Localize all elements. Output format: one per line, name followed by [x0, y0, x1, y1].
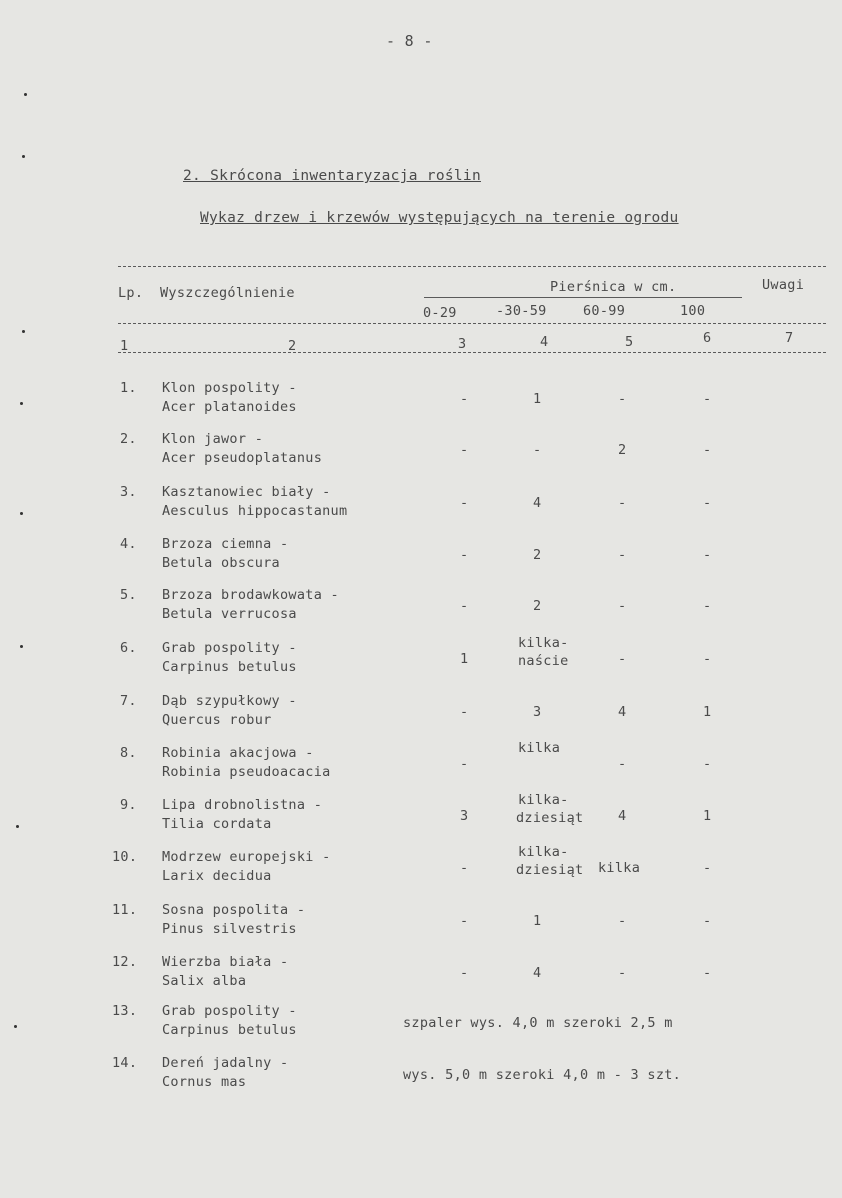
cell-100: -	[703, 442, 712, 458]
table-top-rule	[118, 266, 826, 267]
cell-30-59-line1: kilka-	[518, 792, 569, 808]
cell-60-99: -	[618, 547, 627, 563]
cell-30-59: 2	[533, 547, 542, 563]
row-number: 3.	[120, 484, 137, 500]
margin-mark	[20, 645, 23, 648]
cell-30-59-line2: naście	[518, 653, 569, 669]
margin-mark	[16, 825, 19, 828]
header-mid-rule	[118, 323, 826, 324]
cell-30-59: 4	[533, 965, 542, 981]
cell-0-29: -	[460, 495, 469, 511]
header-item: Wyszczególnienie	[160, 285, 295, 301]
plant-latin-name: Quercus robur	[162, 712, 272, 728]
cell-0-29: -	[460, 391, 469, 407]
cell-30-59-line2: dziesiąt	[516, 810, 584, 826]
cell-0-29: -	[460, 598, 469, 614]
cell-100: -	[703, 547, 712, 563]
row-number: 2.	[120, 431, 137, 447]
plant-common-name: Kasztanowiec biały -	[162, 484, 331, 500]
cell-30-59: 2	[533, 598, 542, 614]
cell-60-99: -	[618, 965, 627, 981]
row-number: 10.	[112, 849, 138, 865]
cell-100: -	[703, 391, 712, 407]
range-header-30-59: -30-59	[496, 303, 547, 319]
section-subheading: Wykaz drzew i krzewów występujących na terenie ogrodu	[200, 210, 679, 226]
cell-100: -	[703, 651, 712, 667]
cell-30-59: 3	[533, 704, 542, 720]
row-number: 14.	[112, 1055, 138, 1071]
page-number: - 8 -	[386, 32, 433, 50]
col-number-5: 5	[625, 334, 634, 350]
row-number: 9.	[120, 797, 137, 813]
row-number: 5.	[120, 587, 137, 603]
header-group: Pierśnica w cm.	[550, 279, 677, 295]
margin-mark	[14, 1025, 17, 1028]
plant-common-name: Sosna pospolita -	[162, 902, 306, 918]
cell-30-59-line1: kilka	[518, 740, 561, 756]
cell-60-99: 2	[618, 442, 627, 458]
plant-latin-name: Cornus mas	[162, 1074, 247, 1090]
cell-30-59: 4	[533, 495, 542, 511]
cell-60-99: kilka	[598, 860, 641, 876]
plant-latin-name: Robinia pseudoacacia	[162, 764, 331, 780]
cell-60-99: -	[618, 913, 627, 929]
cell-60-99: -	[618, 391, 627, 407]
margin-mark	[20, 512, 23, 515]
plant-latin-name: Acer pseudoplatanus	[162, 450, 323, 466]
row-number: 12.	[112, 954, 138, 970]
plant-latin-name: Carpinus betulus	[162, 1022, 297, 1038]
plant-latin-name: Betula verrucosa	[162, 606, 297, 622]
margin-mark	[22, 155, 25, 158]
plant-common-name: Grab pospolity -	[162, 1003, 297, 1019]
range-header-100: 100	[680, 303, 706, 319]
cell-0-29: -	[460, 913, 469, 929]
plant-latin-name: Larix decidua	[162, 868, 272, 884]
plant-latin-name: Betula obscura	[162, 555, 280, 571]
header-lp: Lp.	[118, 285, 144, 301]
cell-30-59: 1	[533, 913, 542, 929]
cell-100: -	[703, 598, 712, 614]
plant-common-name: Dereń jadalny -	[162, 1055, 289, 1071]
cell-100: 1	[703, 704, 712, 720]
row-number: 4.	[120, 536, 137, 552]
row-note: szpaler wys. 4,0 m szeroki 2,5 m	[403, 1015, 673, 1031]
cell-60-99: 4	[618, 704, 627, 720]
col-number-3: 3	[458, 336, 467, 352]
cell-30-59: -	[533, 442, 542, 458]
plant-common-name: Klon jawor -	[162, 431, 264, 447]
cell-0-29: -	[460, 547, 469, 563]
cell-0-29: -	[460, 704, 469, 720]
plant-latin-name: Tilia cordata	[162, 816, 272, 832]
plant-common-name: Brzoza ciemna -	[162, 536, 289, 552]
row-note: wys. 5,0 m szeroki 4,0 m - 3 szt.	[403, 1067, 682, 1083]
plant-common-name: Klon pospolity -	[162, 380, 297, 396]
margin-mark	[20, 402, 23, 405]
cell-60-99: -	[618, 495, 627, 511]
plant-common-name: Wierzba biała -	[162, 954, 289, 970]
cell-100: -	[703, 756, 712, 772]
col-number-4: 4	[540, 334, 549, 350]
row-number: 11.	[112, 902, 138, 918]
range-header-0-29: 0-29	[423, 305, 457, 321]
plant-common-name: Lipa drobnolistna -	[162, 797, 323, 813]
cell-30-59: 1	[533, 391, 542, 407]
row-number: 13.	[112, 1003, 138, 1019]
section-heading: 2. Skrócona inwentaryzacja roślin	[183, 168, 481, 184]
row-number: 8.	[120, 745, 137, 761]
cell-0-29: -	[460, 860, 469, 876]
cell-30-59-line1: kilka-	[518, 844, 569, 860]
cell-60-99: 4	[618, 808, 627, 824]
cell-60-99: -	[618, 598, 627, 614]
plant-common-name: Modrzew europejski -	[162, 849, 331, 865]
cell-100: -	[703, 860, 712, 876]
cell-60-99: -	[618, 756, 627, 772]
cell-0-29: 1	[460, 651, 469, 667]
cell-100: -	[703, 495, 712, 511]
cell-30-59-line1: kilka-	[518, 635, 569, 651]
cell-0-29: 3	[460, 808, 469, 824]
col-number-1: 1	[120, 338, 129, 354]
row-number: 1.	[120, 380, 137, 396]
row-number: 6.	[120, 640, 137, 656]
plant-common-name: Robinia akacjowa -	[162, 745, 314, 761]
range-header-60-99: 60-99	[583, 303, 626, 319]
cell-0-29: -	[460, 442, 469, 458]
header-remarks: Uwagi	[762, 277, 805, 293]
margin-mark	[24, 93, 27, 96]
plant-latin-name: Salix alba	[162, 973, 247, 989]
header-group-rule	[424, 297, 742, 298]
plant-latin-name: Pinus silvestris	[162, 921, 297, 937]
cell-100: -	[703, 913, 712, 929]
plant-common-name: Brzoza brodawkowata -	[162, 587, 339, 603]
cell-100: -	[703, 965, 712, 981]
plant-latin-name: Carpinus betulus	[162, 659, 297, 675]
plant-latin-name: Aesculus hippocastanum	[162, 503, 348, 519]
cell-0-29: -	[460, 756, 469, 772]
col-number-2: 2	[288, 338, 297, 354]
column-number-rule	[118, 352, 826, 353]
margin-mark	[22, 330, 25, 333]
plant-common-name: Dąb szypułkowy -	[162, 693, 297, 709]
col-number-6: 6	[703, 330, 712, 346]
cell-60-99: -	[618, 651, 627, 667]
cell-100: 1	[703, 808, 712, 824]
col-number-7: 7	[785, 330, 794, 346]
cell-0-29: -	[460, 965, 469, 981]
row-number: 7.	[120, 693, 137, 709]
plant-latin-name: Acer platanoides	[162, 399, 297, 415]
cell-30-59-line2: dziesiąt	[516, 862, 584, 878]
plant-common-name: Grab pospolity -	[162, 640, 297, 656]
